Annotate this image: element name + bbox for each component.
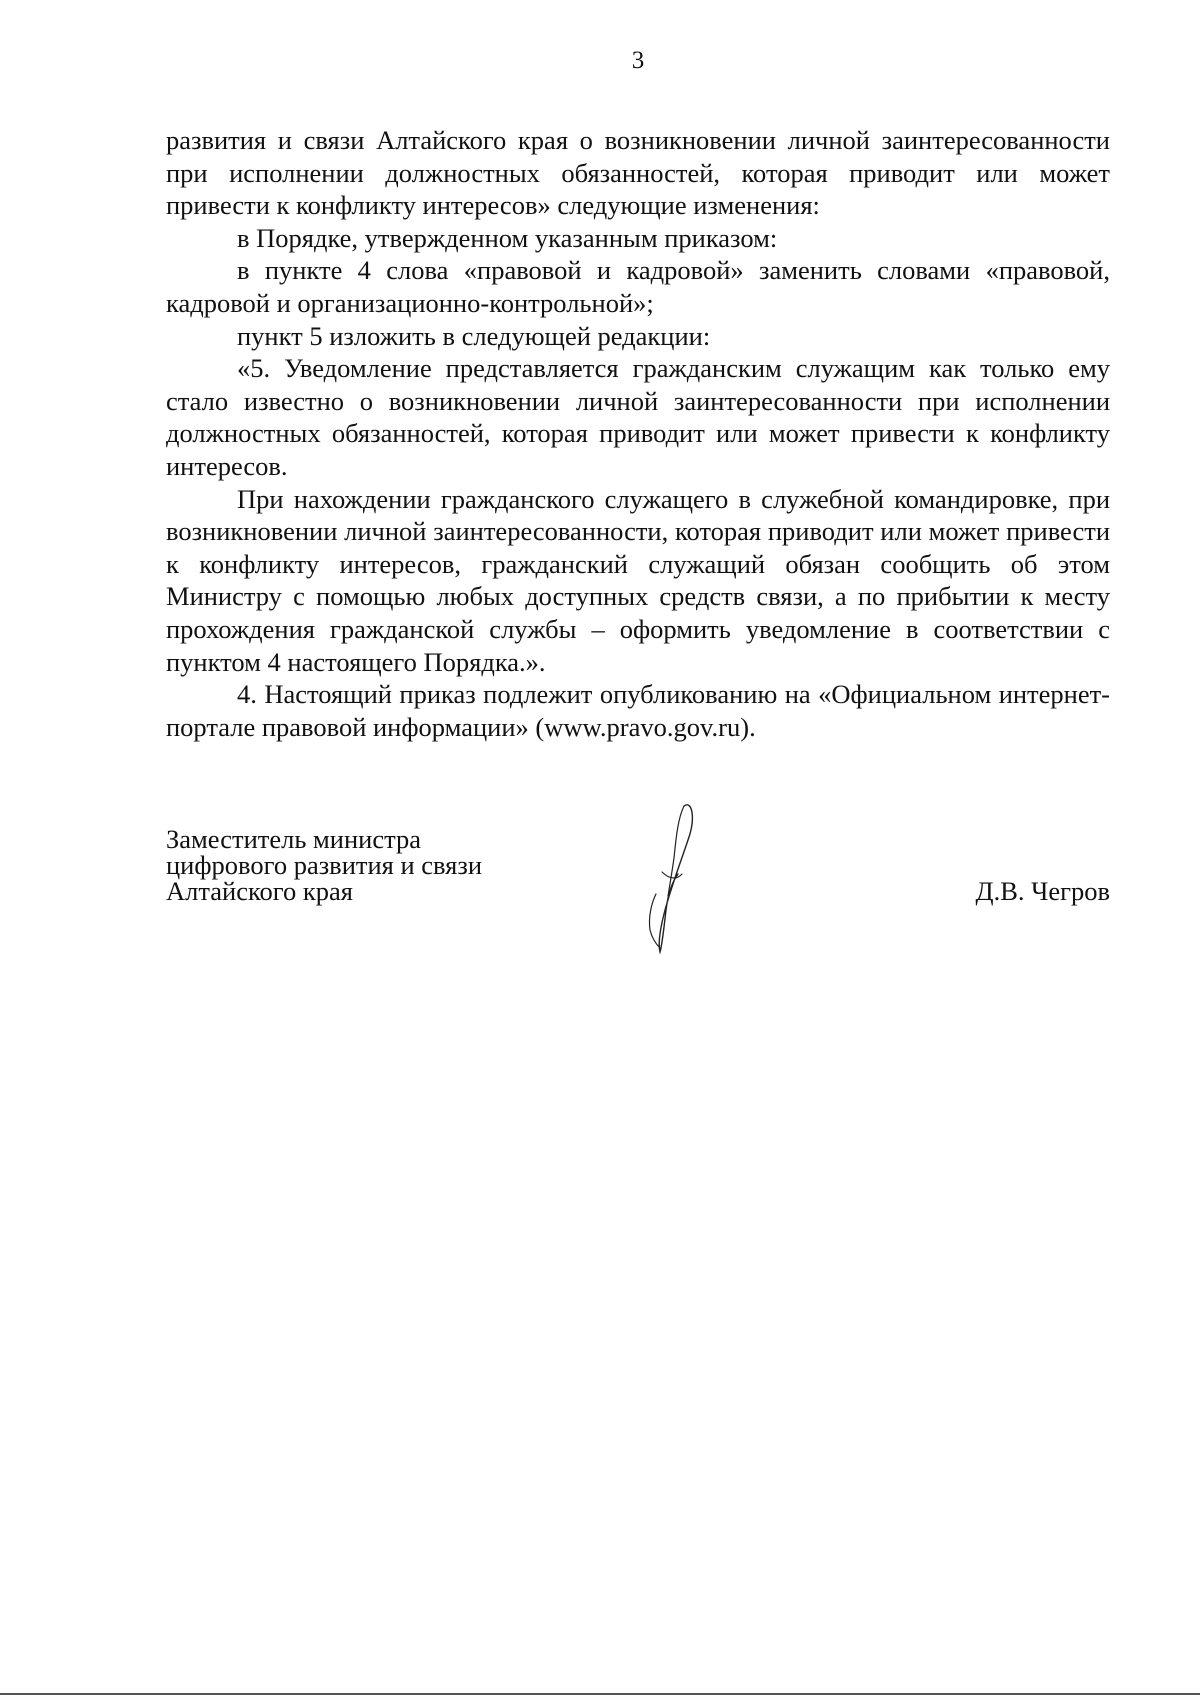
paragraph-procedure-intro: в Порядке, утвержденном указанным приказом: — [237, 222, 778, 253]
paragraph-continuation: развития и связи Алтайского края о возникновении личной заинтересованности при исполнении должностных обязанностей, которая приводит или может привести к конфликту интересов» следующие изменения: — [166, 125, 1110, 221]
signer-position-line: Заместитель министра — [166, 824, 422, 854]
signer-name: Д.В. Чегров — [975, 876, 1110, 906]
paragraph-item-5-text: «5. Уведомление представляется гражданским служащим как только ему стало известно о возникновении личной заинтересованности при исполнении должностных обязанностей, которая приводит или может привести к конфликту интересов. — [166, 353, 1110, 481]
signature-block — [166, 826, 1110, 966]
signer-position-line: цифрового развития и связи — [166, 850, 483, 880]
signer-position — [166, 826, 586, 904]
paragraph-item-4-change: в пункте 4 слова «правовой и кадровой» заменить словами «правовой, кадровой и организационно-контрольной»; — [166, 255, 1110, 318]
paragraph-publication: 4. Настоящий приказ подлежит опубликованию на «Официальном интернет-портале правовой информации» (www.pravo.gov.ru). — [166, 679, 1110, 742]
document-body — [166, 124, 1110, 743]
paragraph-item-5-intro: пункт 5 изложить в следующей редакции: — [237, 320, 711, 351]
paragraph-business-trip: При нахождении гражданского служащего в служебной командировке, при возникновении личной заинтересованности, которая приводит или может привести к конфликту интересов, гражданский служащий обязан сообщить об этом Министру с помощью любых доступных средств связи, а по прибытии к месту прохождения гражданской службы – оформить уведомление в соответствии с пунктом 4 настоящего Порядка.». — [166, 483, 1110, 677]
handwritten-signature — [632, 798, 712, 958]
signer-position-line: Алтайского края — [166, 876, 353, 906]
page-number: 3 — [631, 47, 645, 74]
page-bottom-edge — [0, 1693, 1200, 1695]
